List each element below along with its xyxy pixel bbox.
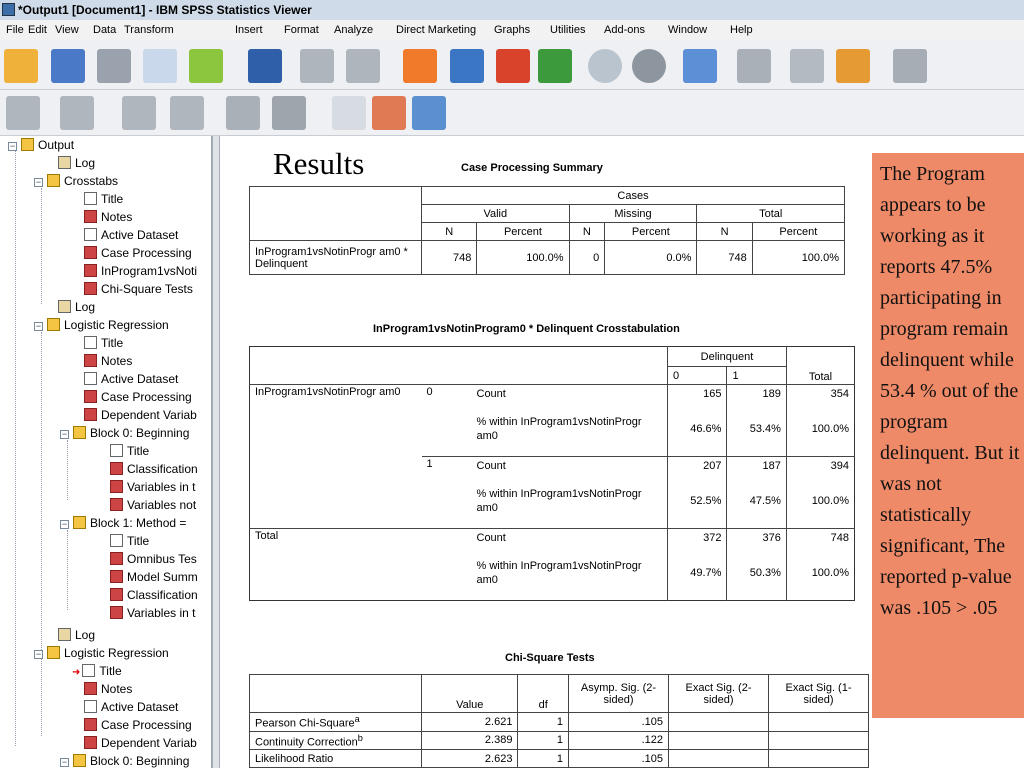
tree-node[interactable]: Case Processing [84, 716, 192, 734]
back-icon[interactable] [6, 96, 40, 130]
show-all-icon[interactable] [790, 49, 824, 83]
menu-analyze[interactable]: Analyze [334, 24, 374, 36]
tree-node[interactable]: Omnibus Tes [110, 550, 197, 568]
crosstab-title: InProgram1vsNotinProgram0 * Delinquent Crosstabulation [373, 323, 680, 335]
tree-node[interactable]: Title [84, 190, 123, 208]
print-icon[interactable] [97, 49, 131, 83]
insert-heading-icon[interactable] [332, 96, 366, 130]
menu-transform[interactable]: Transform [124, 24, 174, 36]
insert-title-icon[interactable] [372, 96, 406, 130]
tree-node[interactable]: Notes [84, 680, 132, 698]
insert-text-icon[interactable] [412, 96, 446, 130]
menu-bar [0, 20, 1024, 41]
tree-node[interactable]: − Logistic Regression [35, 646, 169, 660]
weight-cases-icon[interactable] [632, 49, 666, 83]
crosstab-table[interactable]: Delinquent Total 0 1 InProgram1vsNotinProgr am0 0 Count 165 189 354 % within InProgram1vsNotinProgr am0 46.6% 53.4% 100.0% 1 Count 207 187 394 % within InProgram1vsNotinProgr am0 52.5% 47.5% 100.0% Total Count 372 376 748 % within InProgram1vsNotinProgr am0 49.7% 50.3% 100.0% [249, 346, 855, 601]
show-icon[interactable] [226, 96, 260, 130]
case-processing-table[interactable]: Cases Valid Missing Total N Percent N Percent N Percent InProgram1vsNotinProgr am0 * Delinquent 748 100.0% 0 0.0% 748 100.0% [249, 186, 845, 275]
insert-variables-icon[interactable] [538, 49, 572, 83]
spelling-icon[interactable] [836, 49, 870, 83]
outline-pane[interactable] [0, 136, 212, 768]
tree-node[interactable]: Dependent Variab [84, 734, 197, 752]
chi-square-table[interactable]: Value df Asymp. Sig. (2-sided) Exact Sig. (2-sided) Exact Sig. (1-sided) Pearson Chi-Square$^a$ 2.621 1 .105 Continuity Correction$^b$ 2.389 1 .122 Likelihood Ratio 2.623 1 .105 [249, 674, 869, 768]
spss-app-icon [2, 3, 15, 16]
tree-node[interactable]: Notes [84, 208, 132, 226]
tree-node[interactable]: Log [58, 154, 95, 172]
menu-format[interactable]: Format [284, 24, 319, 36]
tree-node[interactable]: Title [110, 532, 149, 550]
insert-cases-icon[interactable] [496, 49, 530, 83]
menu-view[interactable]: View [55, 24, 79, 36]
goto-variable-icon[interactable] [450, 49, 484, 83]
tree-node[interactable]: Dependent Variab [84, 406, 197, 424]
menu-graphs[interactable]: Graphs [494, 24, 531, 36]
menu-window[interactable]: Window [668, 24, 708, 36]
hide-icon[interactable] [272, 96, 306, 130]
collapse-icon[interactable] [170, 96, 204, 130]
goto-data-icon[interactable] [248, 49, 282, 83]
expand-icon[interactable] [122, 96, 156, 130]
use-sets-icon[interactable] [737, 49, 771, 83]
tree-node[interactable]: Variables not [110, 496, 196, 514]
goto-case-icon[interactable] [403, 49, 437, 83]
tree-node[interactable]: − Block 1: Method = [61, 516, 187, 530]
tree-node-selected[interactable]: ➜ Title [72, 664, 122, 678]
tree-node[interactable]: Active Dataset [84, 370, 178, 388]
tree-node[interactable]: Active Dataset [84, 226, 178, 244]
undo-icon[interactable] [300, 49, 334, 83]
tree-node[interactable]: Case Processing [84, 388, 192, 406]
tree-node[interactable]: Variables in t [110, 604, 195, 622]
forward-icon[interactable] [60, 96, 94, 130]
tree-node[interactable]: Log [58, 626, 95, 644]
window-title: *Output1 [Document1] - IBM SPSS Statistics Viewer [18, 3, 312, 17]
print-preview-icon[interactable] [143, 49, 177, 83]
chisq-title: Chi-Square Tests [505, 652, 595, 664]
main-toolbar [0, 41, 1024, 90]
tree-node[interactable]: Chi-Square Tests [84, 280, 193, 298]
results-heading: Results [273, 146, 365, 181]
menu-add-ons[interactable]: Add-ons [604, 24, 645, 36]
menu-insert[interactable]: Insert [235, 24, 263, 36]
menu-help[interactable]: Help [730, 24, 753, 36]
window-title-bar [0, 0, 1024, 20]
menu-utilities[interactable]: Utilities [550, 24, 586, 36]
menu-direct-marketing[interactable]: Direct Marketing [396, 24, 477, 36]
export-icon[interactable] [189, 49, 223, 83]
open-icon[interactable] [4, 49, 38, 83]
tree-node[interactable]: − Crosstabs [35, 174, 119, 188]
arrow-right-icon: ➜ [72, 667, 81, 678]
menu-edit[interactable]: Edit [28, 24, 47, 36]
value-labels-icon[interactable] [683, 49, 717, 83]
tree-node[interactable]: Case Processing [84, 244, 192, 262]
tree-node[interactable]: − Block 0: Beginning [61, 426, 190, 440]
tree-node[interactable]: Notes [84, 352, 132, 370]
tree-node[interactable]: − Output [9, 138, 75, 152]
outline-toolbar [0, 90, 1024, 136]
tree-node[interactable]: − Logistic Regression [35, 318, 169, 332]
tree-node[interactable]: Model Summ [110, 568, 198, 586]
annotation-callout: The Program appears to be working as it reports 47.5% participating in program remain delinquent while 53.4 % out of the program delinquent. But it was not statistically significant, The reported p-value was .105 > .05 [872, 153, 1024, 718]
case-row-label: InProgram1vsNotinProgr am0 * Delinquent [250, 241, 422, 275]
tree-node[interactable]: Log [58, 298, 95, 316]
tree-node[interactable]: Title [84, 334, 123, 352]
menu-file[interactable]: File [6, 24, 24, 36]
tree-node[interactable]: Active Dataset [84, 698, 178, 716]
tree-node[interactable]: − Block 0: Beginning [61, 754, 190, 768]
tree-node[interactable]: InProgram1vsNoti [84, 262, 197, 280]
save-icon[interactable] [51, 49, 85, 83]
designate-window-icon[interactable] [893, 49, 927, 83]
menu-data[interactable]: Data [93, 24, 117, 36]
case-summary-title: Case Processing Summary [461, 162, 603, 174]
split-file-icon[interactable] [588, 49, 622, 83]
tree-node[interactable]: Classification [110, 586, 198, 604]
tree-node[interactable]: Classification [110, 460, 198, 478]
redo-icon[interactable] [346, 49, 380, 83]
tree-node[interactable]: Variables in t [110, 478, 195, 496]
pane-splitter[interactable] [212, 136, 220, 768]
tree-node[interactable]: Title [110, 442, 149, 460]
